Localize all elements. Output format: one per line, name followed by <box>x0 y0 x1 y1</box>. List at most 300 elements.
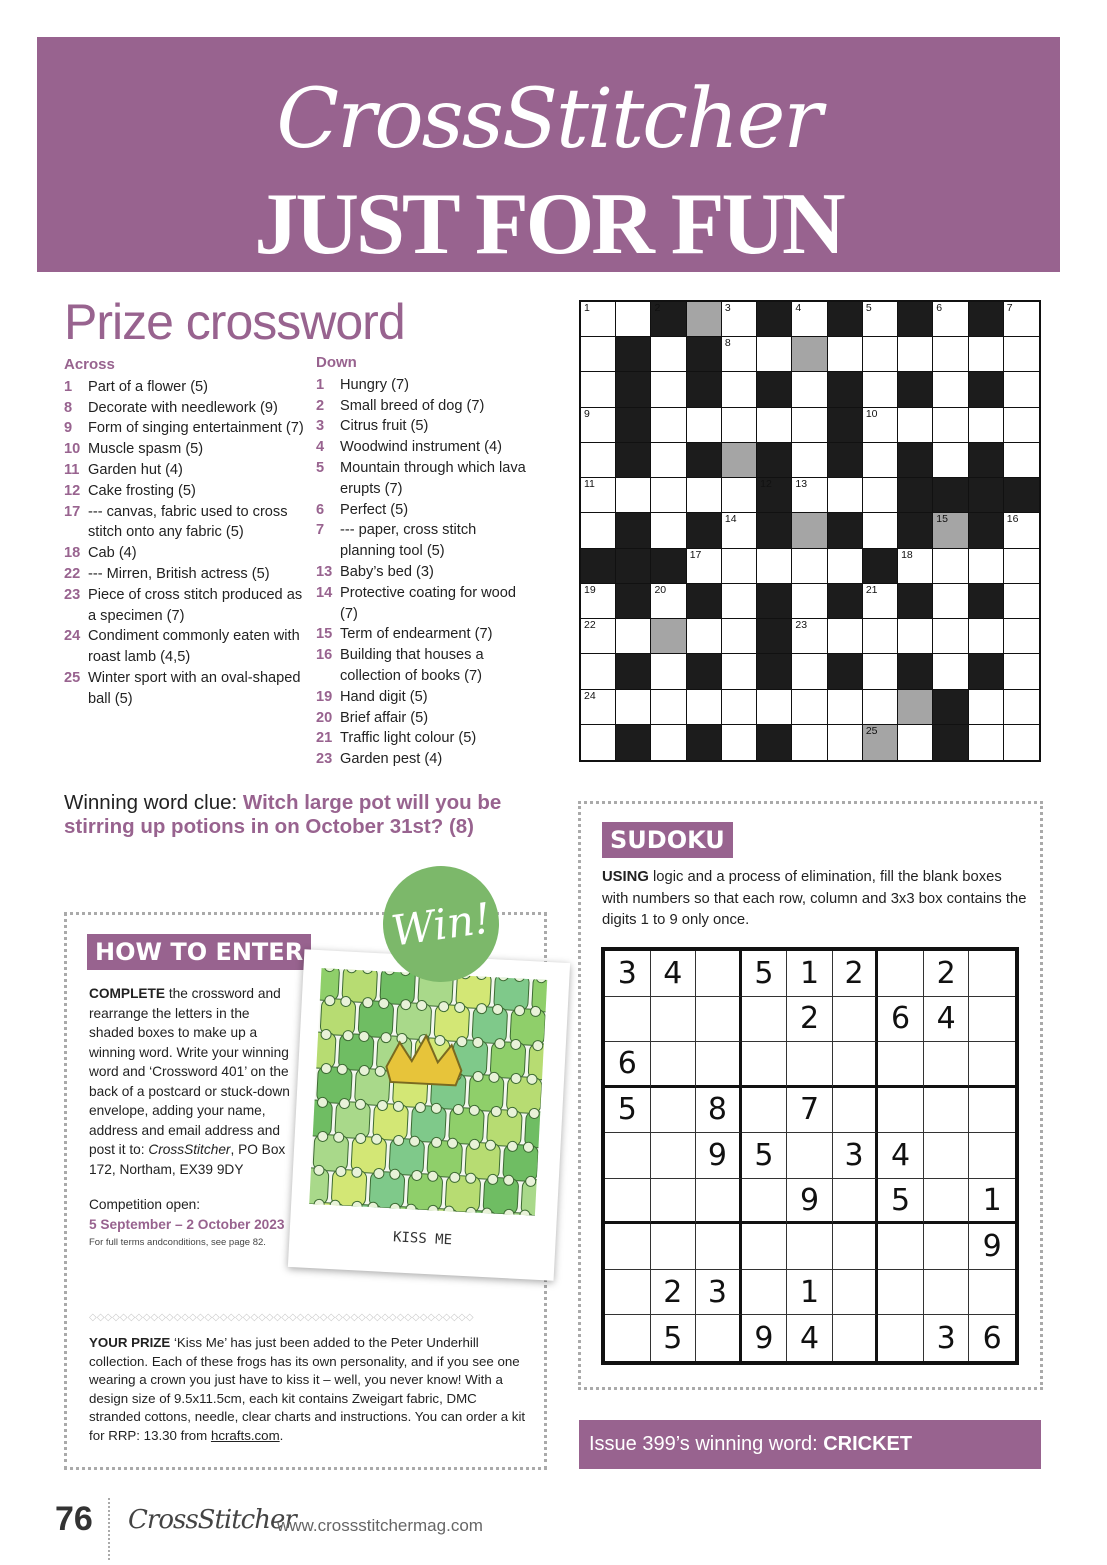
crossword-cell[interactable] <box>722 619 757 654</box>
crossword-cell[interactable] <box>722 549 757 584</box>
crossword-cell[interactable] <box>651 654 686 689</box>
sudoku-blank-cell[interactable] <box>969 1133 1015 1179</box>
crossword-cell[interactable] <box>1004 443 1039 478</box>
crossword-cell[interactable] <box>581 478 616 513</box>
crossword-cell[interactable] <box>898 725 933 760</box>
black-square <box>898 654 933 689</box>
black-square <box>828 584 863 619</box>
sudoku-blank-cell[interactable] <box>605 1270 651 1316</box>
sudoku-blank-cell[interactable] <box>833 997 879 1043</box>
crossword-cell[interactable] <box>792 478 827 513</box>
clue-number: 3 <box>316 418 325 435</box>
crossword-cell[interactable] <box>828 690 863 725</box>
crossword-cell[interactable] <box>651 372 686 407</box>
black-square <box>969 372 1004 407</box>
crossword-cell[interactable] <box>969 549 1004 584</box>
crossword-cell[interactable] <box>687 690 722 725</box>
sudoku-blank-cell[interactable] <box>833 1179 879 1225</box>
crossword-cell[interactable] <box>722 478 757 513</box>
crossword-cell[interactable] <box>616 690 651 725</box>
crossword-cell[interactable] <box>581 408 616 443</box>
crossword-cell[interactable] <box>722 372 757 407</box>
black-square <box>687 443 722 478</box>
crossword-cell[interactable] <box>1004 408 1039 443</box>
crossword-cell[interactable] <box>933 372 968 407</box>
crossword-cell[interactable] <box>1004 654 1039 689</box>
black-square <box>687 372 722 407</box>
sudoku-given-cell: 5 <box>742 1133 788 1179</box>
crossword-cell[interactable] <box>969 619 1004 654</box>
clue-text: Baby’s bed (3) <box>340 563 434 580</box>
down-clue <box>316 583 526 625</box>
sudoku-blank-cell[interactable] <box>969 1270 1015 1316</box>
kit-link[interactable]: hcrafts.com <box>210 1427 280 1443</box>
cell-number: 21 <box>865 583 878 596</box>
prize-body: ‘Kiss Me’ has just been added to the Peter Underhill collection. Each of these frogs has its own personality, and if you see one wearing a crown you just have to kiss it – well, you never know! With a design size of 9.5x11.5cm, each kit contains Zweigart fabric, DMC stranded cottons, needle, clear charts and instructions. You can order a kit for RRP: 13.30 from <box>89 1335 526 1443</box>
across-clue <box>64 460 304 481</box>
crossword-grid <box>579 300 1041 762</box>
down-clue <box>316 437 526 458</box>
crossword-cell[interactable] <box>687 408 722 443</box>
shaded-square[interactable] <box>687 302 722 337</box>
crossword-cell[interactable] <box>898 408 933 443</box>
shaded-square[interactable] <box>651 619 686 654</box>
crossword-cell[interactable] <box>863 478 898 513</box>
crossword-cell[interactable] <box>898 619 933 654</box>
sudoku-blank-cell[interactable] <box>651 997 697 1043</box>
crossword-cell[interactable] <box>792 654 827 689</box>
clue-number: 5 <box>316 459 325 476</box>
down-clue <box>316 708 526 729</box>
how-to-enter-body: the crossword and rearrange the letters in the shaded boxes to make up a winning word. Write your winning word and ‘Crossword 401’ on the back of a postcard or stuck-down envelope, adding your name, address and email address and post it to: <box>89 986 290 1157</box>
sudoku-blank-cell[interactable] <box>878 1270 924 1316</box>
sudoku-given-cell: 5 <box>605 1088 651 1134</box>
sudoku-given-cell: 4 <box>878 1133 924 1179</box>
black-square <box>969 302 1004 337</box>
sudoku-blank-cell[interactable] <box>833 1088 879 1134</box>
crossword-cell[interactable] <box>581 584 616 619</box>
black-square <box>757 443 792 478</box>
crossword-cell[interactable] <box>792 302 827 337</box>
clue-text: Hungry (7) <box>340 376 409 393</box>
sudoku-blank-cell[interactable] <box>742 1270 788 1316</box>
cell-number: 16 <box>1006 513 1019 526</box>
shaded-square[interactable] <box>792 513 827 548</box>
footer-url[interactable]: www.crossstitchermag.com <box>277 1516 483 1535</box>
crossword-cell[interactable] <box>722 513 757 548</box>
cell-number: 9 <box>584 407 590 420</box>
sudoku-blank-cell[interactable] <box>605 1133 651 1179</box>
cell-number: 25 <box>865 724 878 737</box>
sudoku-blank-cell[interactable] <box>651 1224 697 1270</box>
clue-text: Form of singing entertainment (7) <box>88 420 304 437</box>
sudoku-blank-cell[interactable] <box>924 1270 970 1316</box>
shaded-square[interactable] <box>933 513 968 548</box>
clue-text: Perfect (5) <box>340 501 409 518</box>
clue-number: 8 <box>64 399 73 416</box>
clue-text: Cab (4) <box>88 545 137 562</box>
crossword-cell[interactable] <box>792 690 827 725</box>
black-square <box>898 584 933 619</box>
cell-number: 19 <box>584 583 596 596</box>
crossword-cell[interactable] <box>933 408 968 443</box>
crossword-cell[interactable] <box>651 725 686 760</box>
clue-number: 23 <box>64 586 81 603</box>
across-clue <box>64 585 304 627</box>
crossword-cell[interactable] <box>828 725 863 760</box>
black-square <box>898 478 933 513</box>
black-square <box>616 443 651 478</box>
crossword-cell[interactable] <box>1004 372 1039 407</box>
sudoku-given-cell: 6 <box>878 997 924 1043</box>
crossword-cell[interactable] <box>969 408 1004 443</box>
clue-number: 22 <box>64 565 81 582</box>
crossword-cell[interactable] <box>828 337 863 372</box>
crossword-cell[interactable] <box>863 408 898 443</box>
crossword-cell[interactable] <box>863 654 898 689</box>
clue-text: Mountain through which lava erupts (7) <box>340 459 526 497</box>
sudoku-blank-cell[interactable] <box>924 1133 970 1179</box>
across-clue <box>64 481 304 502</box>
clue-text: Small breed of dog (7) <box>340 397 485 414</box>
crossword-cell[interactable] <box>722 654 757 689</box>
sudoku-blank-cell[interactable] <box>651 1179 697 1225</box>
sudoku-blank-cell[interactable] <box>833 1315 879 1361</box>
clue-number: 15 <box>316 626 333 643</box>
sudoku-given-cell: 5 <box>651 1315 697 1361</box>
sudoku-blank-cell[interactable] <box>878 1088 924 1134</box>
sudoku-blank-cell[interactable] <box>787 1133 833 1179</box>
crossword-cell[interactable] <box>581 725 616 760</box>
crossword-cell[interactable] <box>792 372 827 407</box>
sudoku-given-cell: 8 <box>696 1088 742 1134</box>
crossword-cell[interactable] <box>969 725 1004 760</box>
black-square <box>687 654 722 689</box>
sudoku-blank-cell[interactable] <box>651 1088 697 1134</box>
crossword-cell[interactable] <box>1004 302 1039 337</box>
sudoku-given-cell: 5 <box>742 951 788 997</box>
crossword-cell[interactable] <box>581 443 616 478</box>
clue-number: 7 <box>316 522 325 539</box>
clue-number: 18 <box>64 545 81 562</box>
crossword-cell[interactable] <box>757 337 792 372</box>
sudoku-blank-cell[interactable] <box>742 1224 788 1270</box>
down-clue <box>316 375 526 396</box>
crossword-cell[interactable] <box>969 337 1004 372</box>
crossword-cell[interactable] <box>687 478 722 513</box>
clue-text: --- paper, cross stitch planning tool (5) <box>340 522 477 560</box>
sudoku-blank-cell[interactable] <box>651 1133 697 1179</box>
shaded-square[interactable] <box>898 690 933 725</box>
shaded-square[interactable] <box>792 337 827 372</box>
crossword-cell[interactable] <box>933 443 968 478</box>
sudoku-blank-cell[interactable] <box>787 1042 833 1088</box>
crossword-cell[interactable] <box>581 513 616 548</box>
crossword-cell[interactable] <box>581 654 616 689</box>
sudoku-blank-cell[interactable] <box>696 1179 742 1225</box>
how-to-enter-text <box>89 984 294 1250</box>
black-square <box>616 513 651 548</box>
clue-text: Part of a flower (5) <box>88 378 209 395</box>
crossword-cell[interactable] <box>898 337 933 372</box>
crossword-cell[interactable] <box>757 408 792 443</box>
crossword-cell[interactable] <box>581 619 616 654</box>
down-heading: Down <box>316 354 357 371</box>
clue-text: --- canvas, fabric used to cross stitch onto any fabric (5) <box>88 503 288 541</box>
crossword-cell[interactable] <box>581 690 616 725</box>
sudoku-blank-cell[interactable] <box>924 1179 970 1225</box>
crossword-cell[interactable] <box>722 337 757 372</box>
black-square <box>828 372 863 407</box>
clue-number: 1 <box>64 378 73 395</box>
crossword-cell[interactable] <box>863 690 898 725</box>
sudoku-blank-cell[interactable] <box>878 1042 924 1088</box>
previous-winner-banner <box>579 1420 1041 1469</box>
clue-number: 17 <box>64 503 81 520</box>
masthead-banner <box>37 37 1060 272</box>
magazine-name: CrossStitcher <box>148 1142 231 1157</box>
down-clue <box>316 624 526 645</box>
crossword-cell[interactable] <box>616 619 651 654</box>
black-square <box>616 372 651 407</box>
crossword-cell[interactable] <box>651 513 686 548</box>
crossword-cell[interactable] <box>792 619 827 654</box>
crossword-cell[interactable] <box>933 302 968 337</box>
win-badge: Win! <box>375 858 506 989</box>
cell-number: 6 <box>936 302 943 314</box>
sudoku-blank-cell[interactable] <box>878 951 924 997</box>
crossword-cell[interactable] <box>651 478 686 513</box>
cell-number: 22 <box>584 619 596 632</box>
crossword-cell[interactable] <box>651 584 686 619</box>
sudoku-blank-cell[interactable] <box>742 997 788 1043</box>
crossword-cell[interactable] <box>1004 725 1039 760</box>
black-square <box>687 513 722 548</box>
black-square <box>757 654 792 689</box>
crossword-cell[interactable] <box>863 443 898 478</box>
black-square <box>757 302 792 337</box>
cell-number: 2 <box>654 302 661 314</box>
photo-caption: KISS ME <box>392 1229 453 1249</box>
sudoku-blank-cell[interactable] <box>924 1042 970 1088</box>
clue-number: 13 <box>316 563 333 580</box>
crossword-cell[interactable] <box>687 619 722 654</box>
black-square <box>616 408 651 443</box>
clue-number: 2 <box>316 397 325 414</box>
sudoku-grid <box>601 947 1019 1365</box>
sudoku-blank-cell[interactable] <box>833 1224 879 1270</box>
sudoku-blank-cell[interactable] <box>605 1224 651 1270</box>
sudoku-blank-cell[interactable] <box>924 1224 970 1270</box>
sudoku-given-cell: 6 <box>982 1320 1002 1356</box>
sudoku-blank-cell[interactable] <box>605 997 651 1043</box>
across-clue <box>64 502 304 544</box>
crossword-cell[interactable] <box>722 302 757 337</box>
crossword-cell[interactable] <box>757 690 792 725</box>
crossword-cell[interactable] <box>792 443 827 478</box>
crossword-cell[interactable] <box>1004 690 1039 725</box>
sudoku-blank-cell[interactable] <box>878 1224 924 1270</box>
crossword-cell[interactable] <box>863 584 898 619</box>
sudoku-blank-cell[interactable] <box>696 1224 742 1270</box>
sudoku-given-cell: 1 <box>969 1179 1015 1225</box>
crossword-cell[interactable] <box>1004 619 1039 654</box>
crossword-cell[interactable] <box>863 372 898 407</box>
sudoku-blank-cell[interactable] <box>742 1042 788 1088</box>
black-square <box>828 654 863 689</box>
sudoku-given-cell: 3 <box>605 951 651 997</box>
winning-word-text: Witch large pot will you be stirring up potions in on October 31st? (8) <box>64 791 502 838</box>
sudoku-blank-cell[interactable] <box>696 951 742 997</box>
sudoku-blank-cell[interactable] <box>651 1042 697 1088</box>
clue-text: Cake frosting (5) <box>88 482 196 499</box>
crossword-cell[interactable] <box>581 372 616 407</box>
black-square <box>757 513 792 548</box>
crossword-cell[interactable] <box>651 408 686 443</box>
clue-text: Citrus fruit (5) <box>340 418 429 435</box>
crossword-cell[interactable] <box>863 337 898 372</box>
across-heading: Across <box>64 356 115 373</box>
black-square <box>757 619 792 654</box>
black-square <box>687 337 722 372</box>
how-to-enter-title: HOW TO ENTER <box>87 934 311 970</box>
sudoku-given-cell: 6 <box>605 1042 651 1088</box>
crossword-cell[interactable] <box>863 513 898 548</box>
black-square <box>757 372 792 407</box>
crossword-cell[interactable] <box>722 690 757 725</box>
crossword-cell[interactable] <box>792 549 827 584</box>
crossword-cell[interactable] <box>828 549 863 584</box>
crossword-cell[interactable] <box>933 549 968 584</box>
crossword-cell[interactable] <box>722 408 757 443</box>
sudoku-given-cell: 3 <box>924 1315 970 1361</box>
clue-number: 14 <box>316 584 333 601</box>
sudoku-intro-bold: USING <box>602 869 649 885</box>
clue-text: Hand digit (5) <box>340 688 428 705</box>
sudoku-blank-cell[interactable] <box>833 1042 879 1088</box>
winning-word-clue <box>64 791 574 839</box>
crossword-cell[interactable] <box>863 302 898 337</box>
crossword-cell[interactable] <box>898 549 933 584</box>
crossword-cell[interactable] <box>933 619 968 654</box>
crossword-cell[interactable] <box>933 654 968 689</box>
sudoku-blank-cell[interactable] <box>605 1179 651 1225</box>
crossword-cell[interactable] <box>792 584 827 619</box>
black-square <box>863 549 898 584</box>
clue-text: Muscle spasm (5) <box>88 441 204 458</box>
down-clue <box>316 520 526 562</box>
down-clues <box>316 353 526 770</box>
crossword-cell[interactable] <box>757 549 792 584</box>
crossword-cell[interactable] <box>722 584 757 619</box>
cell-number: 12 <box>760 478 772 491</box>
sudoku-blank-cell[interactable] <box>924 1088 970 1134</box>
crossword-cell[interactable] <box>863 619 898 654</box>
black-square <box>1004 478 1039 513</box>
clue-number: 11 <box>64 461 80 478</box>
sudoku-blank-cell[interactable] <box>696 1042 742 1088</box>
sudoku-blank-cell[interactable] <box>833 1270 879 1316</box>
crossword-cell[interactable] <box>722 725 757 760</box>
crossword-cell[interactable] <box>616 478 651 513</box>
sudoku-blank-cell[interactable] <box>787 1224 833 1270</box>
black-square <box>616 549 651 584</box>
crossword-cell[interactable] <box>581 302 616 337</box>
down-clue <box>316 645 526 687</box>
cell-number: 13 <box>795 478 808 491</box>
crossword-cell[interactable] <box>828 478 863 513</box>
across-clue <box>64 439 304 460</box>
crossword-cell[interactable] <box>1004 513 1039 548</box>
across-clue <box>64 564 304 585</box>
black-square <box>651 302 686 337</box>
black-square <box>616 654 651 689</box>
sudoku-blank-cell[interactable] <box>696 1315 742 1361</box>
clue-text: Traffic light colour (5) <box>340 730 477 747</box>
sudoku-blank-cell[interactable] <box>969 951 1015 997</box>
sudoku-blank-cell[interactable] <box>969 997 1015 1043</box>
down-clue <box>316 749 526 770</box>
black-square <box>616 584 651 619</box>
shaded-square[interactable] <box>863 725 898 760</box>
clue-number: 25 <box>64 669 81 686</box>
crossword-cell[interactable] <box>651 337 686 372</box>
crossword-cell[interactable] <box>969 690 1004 725</box>
sudoku-blank-cell[interactable] <box>605 1315 651 1361</box>
prize-lead: YOUR PRIZE <box>89 1335 171 1350</box>
cell-number: 4 <box>795 302 802 314</box>
crossword-cell[interactable] <box>687 549 722 584</box>
sudoku-given-cell: 9 <box>696 1133 742 1179</box>
clue-number: 4 <box>316 439 325 456</box>
how-to-enter-lead: COMPLETE <box>89 986 166 1001</box>
clue-text: Garden hut (4) <box>88 461 183 478</box>
sudoku-blank-cell[interactable] <box>969 1088 1015 1134</box>
sudoku-given-cell: 4 <box>787 1315 833 1361</box>
sudoku-blank-cell[interactable] <box>742 1088 788 1134</box>
cell-number: 17 <box>689 548 702 561</box>
crossword-cell[interactable] <box>616 302 651 337</box>
crossword-cell[interactable] <box>581 337 616 372</box>
sudoku-blank-cell[interactable] <box>878 1315 924 1361</box>
crossword-cell[interactable] <box>1004 549 1039 584</box>
crossword-cell[interactable] <box>651 690 686 725</box>
crossword-cell[interactable] <box>792 725 827 760</box>
crossword-cell[interactable] <box>828 619 863 654</box>
sudoku-blank-cell[interactable] <box>742 1179 788 1225</box>
across-clue <box>64 418 304 439</box>
sudoku-given-cell: 2 <box>924 951 970 997</box>
cell-number: 15 <box>936 513 948 526</box>
shaded-square[interactable] <box>722 443 757 478</box>
sudoku-blank-cell[interactable] <box>696 997 742 1043</box>
black-square <box>616 337 651 372</box>
clue-number: 9 <box>64 420 73 437</box>
sudoku-intro: logic and a process of elimination, fill the blank boxes with numbers so that each row, column and 3x3 box contains the digits 1 to 9 only once. <box>602 869 1027 928</box>
crossword-cell[interactable] <box>651 443 686 478</box>
sudoku-given-cell: 9 <box>969 1224 1015 1270</box>
crossword-cell[interactable] <box>1004 584 1039 619</box>
sudoku-blank-cell[interactable] <box>969 1042 1015 1088</box>
crossword-cell[interactable] <box>1004 337 1039 372</box>
black-square <box>757 584 792 619</box>
down-clue <box>316 500 526 521</box>
crossword-cell[interactable] <box>933 584 968 619</box>
crossword-cell[interactable] <box>933 337 968 372</box>
sudoku-given-cell: 3 <box>696 1270 742 1316</box>
clue-number: 6 <box>316 501 325 518</box>
crossword-cell[interactable] <box>792 408 827 443</box>
